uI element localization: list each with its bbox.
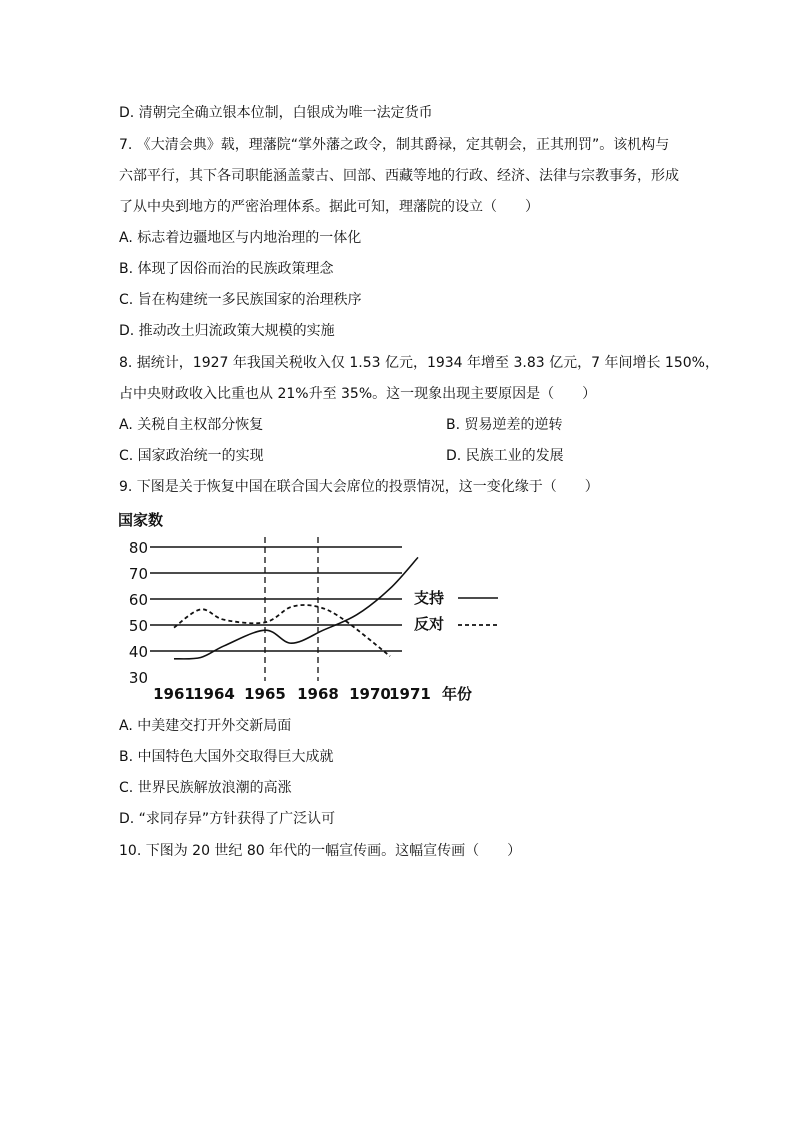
legend-label-support: 支持 xyxy=(414,589,445,607)
q9-option-c: C. 世界民族解放浪潮的高涨 xyxy=(119,780,292,796)
q7-stem-line-3: 了从中央到地方的严密治理体系。据此可知，理藩院的设立（ ） xyxy=(119,199,539,215)
legend-label-oppose: 反对 xyxy=(414,615,445,633)
q10-stem: 10. 下图为 20 世纪 80 年代的一幅宣传画。这幅宣传画（ ） xyxy=(119,843,522,859)
y-tick-50: 50 xyxy=(128,617,148,635)
q8-option-b: B. 贸易逆差的逆转 xyxy=(446,417,563,433)
q7-stem-line-2: 六部平行，其下各司职能涵盖蒙古、回部、西藏等地的行政、经济、法律与宗教事务，形成 xyxy=(119,168,679,184)
q7-option-a: A. 标志着边疆地区与内地治理的一体化 xyxy=(119,230,362,246)
y-tick-40: 40 xyxy=(128,643,148,661)
x-tick-labels xyxy=(153,685,431,703)
q9-option-d: D. “求同存异”方针获得了广泛认可 xyxy=(119,811,336,827)
q8-stem-line-2: 占中央财政收入比重也从 21%升至 35%。这一现象出现主要原因是（ ） xyxy=(119,386,597,402)
x-tick-1971: 1971 xyxy=(389,685,431,703)
q8-option-d: D. 民族工业的发展 xyxy=(446,448,564,464)
q8-option-a: A. 关税自主权部分恢复 xyxy=(119,417,264,433)
y-tick-30: 30 xyxy=(128,669,148,687)
q7-option-d: D. 推动改土归流政策大规模的实施 xyxy=(119,323,335,339)
vote-line-chart xyxy=(112,505,512,705)
x-axis-label: 年份 xyxy=(442,685,473,703)
q7-option-b: B. 体现了因俗而治的民族政策理念 xyxy=(119,261,334,277)
vertical-dashed-lines xyxy=(265,537,318,681)
q9-option-b: B. 中国特色大国外交取得巨大成就 xyxy=(119,749,334,765)
y-tick-70: 70 xyxy=(128,565,148,583)
x-tick-1965: 1965 xyxy=(244,685,286,703)
y-tick-labels xyxy=(129,539,148,687)
series-line-oppose xyxy=(174,605,390,656)
legend xyxy=(414,589,498,633)
q7-stem-line-1: 7. 《大清会典》载，理藩院“掌外藩之政令，制其爵禄，定其朝会，正其刑罚”。该机构与 xyxy=(119,137,670,153)
q8-option-c: C. 国家政治统一的实现 xyxy=(119,448,264,464)
x-tick-1968: 1968 xyxy=(297,685,339,703)
y-tick-80: 80 xyxy=(128,539,148,557)
x-tick-1961: 1961 xyxy=(153,685,195,703)
x-tick-1970: 1970 xyxy=(349,685,391,703)
q9-option-a: A. 中美建交打开外交新局面 xyxy=(119,718,292,734)
q7-option-c: C. 旨在构建统一多民族国家的治理秩序 xyxy=(119,292,362,308)
q8-stem-line-1: 8. 据统计，1927 年我国关税收入仅 1.53 亿元，1934 年增至 3.83 亿元，7 年间增长 150%， xyxy=(119,355,719,371)
q6-option-d: D. 清朝完全确立银本位制，白银成为唯一法定货币 xyxy=(119,105,433,121)
y-tick-60: 60 xyxy=(128,591,148,609)
q9-stem: 9. 下图是关于恢复中国在联合国大会席位的投票情况，这一变化缘于（ ） xyxy=(119,479,599,495)
y-axis-label: 国家数 xyxy=(118,511,164,529)
x-tick-1964: 1964 xyxy=(193,685,235,703)
